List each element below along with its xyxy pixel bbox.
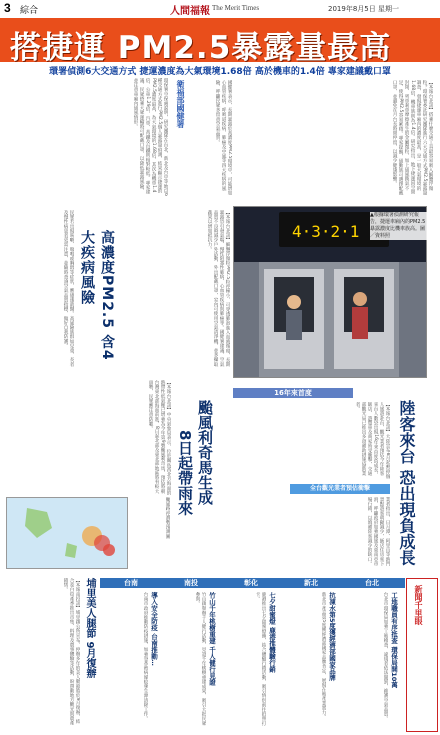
region-story-1-title: 導入安全防疫 台南推動… (150, 592, 158, 666)
region-story-5-body: 台北市環保局加強工地稽查，違規者依法開罰，維護空氣品質。 (383, 592, 388, 721)
main-headline: 搭捷運 PM2.5暴露量最高 (10, 30, 392, 66)
tourism-kicker-text: 全台觀光業者預估衝擊 (309, 485, 370, 492)
typhoon-body: 【本報台北訊】中央氣象局表示，位於關島西北方海面的熱帶性低氣壓已增強為今年第9號颱風利奇馬，預估將朝台灣東北部海面前進，8日起北部及東北部地區將有較大雨勢，民眾應注意防範。 (148, 380, 171, 495)
region-label-3: 彰化 (244, 579, 258, 587)
region-story-2-body: 竹山鎮舉辦千人健行活動，見證千年桃樹重建成果，吸引大批民眾參與。 (195, 592, 206, 726)
article-columns-right: 【本報台北訊】搭乘什麼交通工具最容易吸入細懸浮微粒？環保署委託研究團隊進行六大交通方式PM2.5暴露量調查，發現捷運車廂內的濃度最高，是一般大氣環境的1.68倍，機車族則為1.4倍。研究指出，地下捷運因空間封閉、列車剎車摩擦產生的金屬微粒，加上通風換氣不足，使得PM2.5容易累積。專家提醒，通勤族可選擇配戴口罩，並避免在月台長時間停留，以減少健康影響。 (392, 80, 433, 196)
tourism-kicker: 16年來首度 (274, 389, 312, 397)
tourism-body: 【本報台北訊】大陸宣布8月起暫停個人旅遊赴台，觀光業者預估今年陸客來台人數恐出現16年來首度負成長，飯店、遊覽車及商家皆受衝擊，交通部觀光局已推出多項補助措施協助業者。 (355, 402, 390, 479)
tourism-body-2: 業者指出，日月潭、阿里山等熱門景點遊客明顯減少，飯店住房率下滑，呼籲政府加強國旅及東南亞市場行銷，以填補陸客減少的缺口。 (367, 497, 390, 566)
svg-text:4·3·2·1: 4·3·2·1 (292, 222, 360, 241)
region-story-3-title: 七夕甜蜜燈 鹿港推體驗行銷 (268, 592, 276, 673)
section-label: 綜合 (20, 6, 39, 16)
region-story-4-body: 新北市產品第5度獲經濟部國家品牌肯定，展現在地產業實力。 (321, 592, 326, 720)
region-label-1: 台南 (124, 579, 138, 587)
region-story-3-body: 鹿港推出七夕甜蜜燈飾，結合體驗行銷活動，吸引情侶前往拍照打卡。 (255, 592, 266, 726)
region-story-4-title: 抗凍水第5度獲經濟部國家品牌 (328, 592, 336, 682)
region-label-4: 新北 (304, 579, 318, 587)
region-story-5-title: 工地職員有序抵查 環保局開10萬 (390, 592, 398, 688)
region-label-2: 南投 (184, 579, 198, 587)
typhoon-map-image (7, 498, 127, 568)
puli-body: 【本報南投訊】埔里鎮公所宣布，停辦多年的美人腿節將於9月復辦，結合茭白筍產季推出市集、料理及農事體驗等活動，盼帶動地方觀光與農產銷售。 (63, 578, 80, 726)
masthead-english: The Merit Times (212, 4, 260, 12)
region-story-2-title: 竹山千年桃樹重建 千人健行見證 (208, 592, 216, 686)
page-number: 3 (4, 1, 11, 15)
pm25-health-body: 【本報台北訊】細懸浮微粒PM2.5粒徑極小，可穿透肺泡進入血液循環，長期暴露恐引發氣喘、慢性阻塞性肺病、心血管疾病與肺癌等。國健署建議，空氣品質不良時減少戶外活動，外出配戴口罩，室內可使用空氣清淨機，並多攝取蔬果以增加抵抗力。 (207, 210, 230, 367)
typhoon-headline: 颱風利奇馬生成 (196, 400, 214, 505)
photo-caption: ▲根據環署偵測研究報告，捷運車廂內的PM2.5暴露濃度比機車族高。圖／資料照 (370, 212, 428, 240)
pm25-health-headline: 高濃度PM2.5 含4大疾病風險 (79, 230, 115, 361)
typhoon-map (6, 497, 128, 569)
region-story-1-body: 台南市政府推動防疫措施，加強登革熱病媒蚊孳生源清除工作。 (143, 592, 148, 721)
puli-headline: 埔里美人腿節 9月復辦 (84, 578, 95, 679)
tourism-headline: 陸客來台 恐出現負成長 (397, 400, 416, 566)
sidebar-kicker: 衛福部國健署 (176, 80, 185, 128)
article-columns-left: 環保署空保處說明，研究團隊在台北、新北及台中等地以6種交通方式進行PM2.5個人暴露量偵測，結果顯示捷運的PM2.5濃度最高，為大氣環境的1.68倍，其次為機車1.4倍、公車1.29倍，汽車、高鐵及台鐵則相對較低。專家建議，民眾搭乘大眾運輸時可配戴口罩，以降低暴露風險，並注意車廂內通風情形。 (6, 78, 168, 196)
masthead: 人間福報 (170, 6, 210, 17)
sidebar-text: 國健署表示，長期暴露於高濃度PM2.5環境中，可能增加心血管疾病、呼吸道疾病、肺癌及中風等四大疾病的風險，呼籲民眾多留意空氣品質。 (215, 80, 232, 196)
left-column-text: 民眾若出現咳嗽、喘鳴或胸悶等症狀，應儘速就醫。高風險族群如兒童、長者及慢性病患者更需注意，並隨時查詢空氣品質指標，做好自我防護。 (63, 210, 74, 367)
sub-headline: 環署偵測6大交通方式 捷運濃度為大氣環境1.68倍 高於機車的1.4倍 專家建議戴口罩 (49, 67, 391, 77)
region-label-5: 台北 (365, 579, 379, 587)
news-radar-label: 新聞千里眼 (414, 585, 423, 625)
typhoon-subheadline: 8日起帶雨來 (176, 430, 194, 516)
issue-date: 2019年8月5日 星期一 (328, 5, 399, 13)
map-caption: 颱風路徑潛勢預測圖 (165, 497, 170, 539)
